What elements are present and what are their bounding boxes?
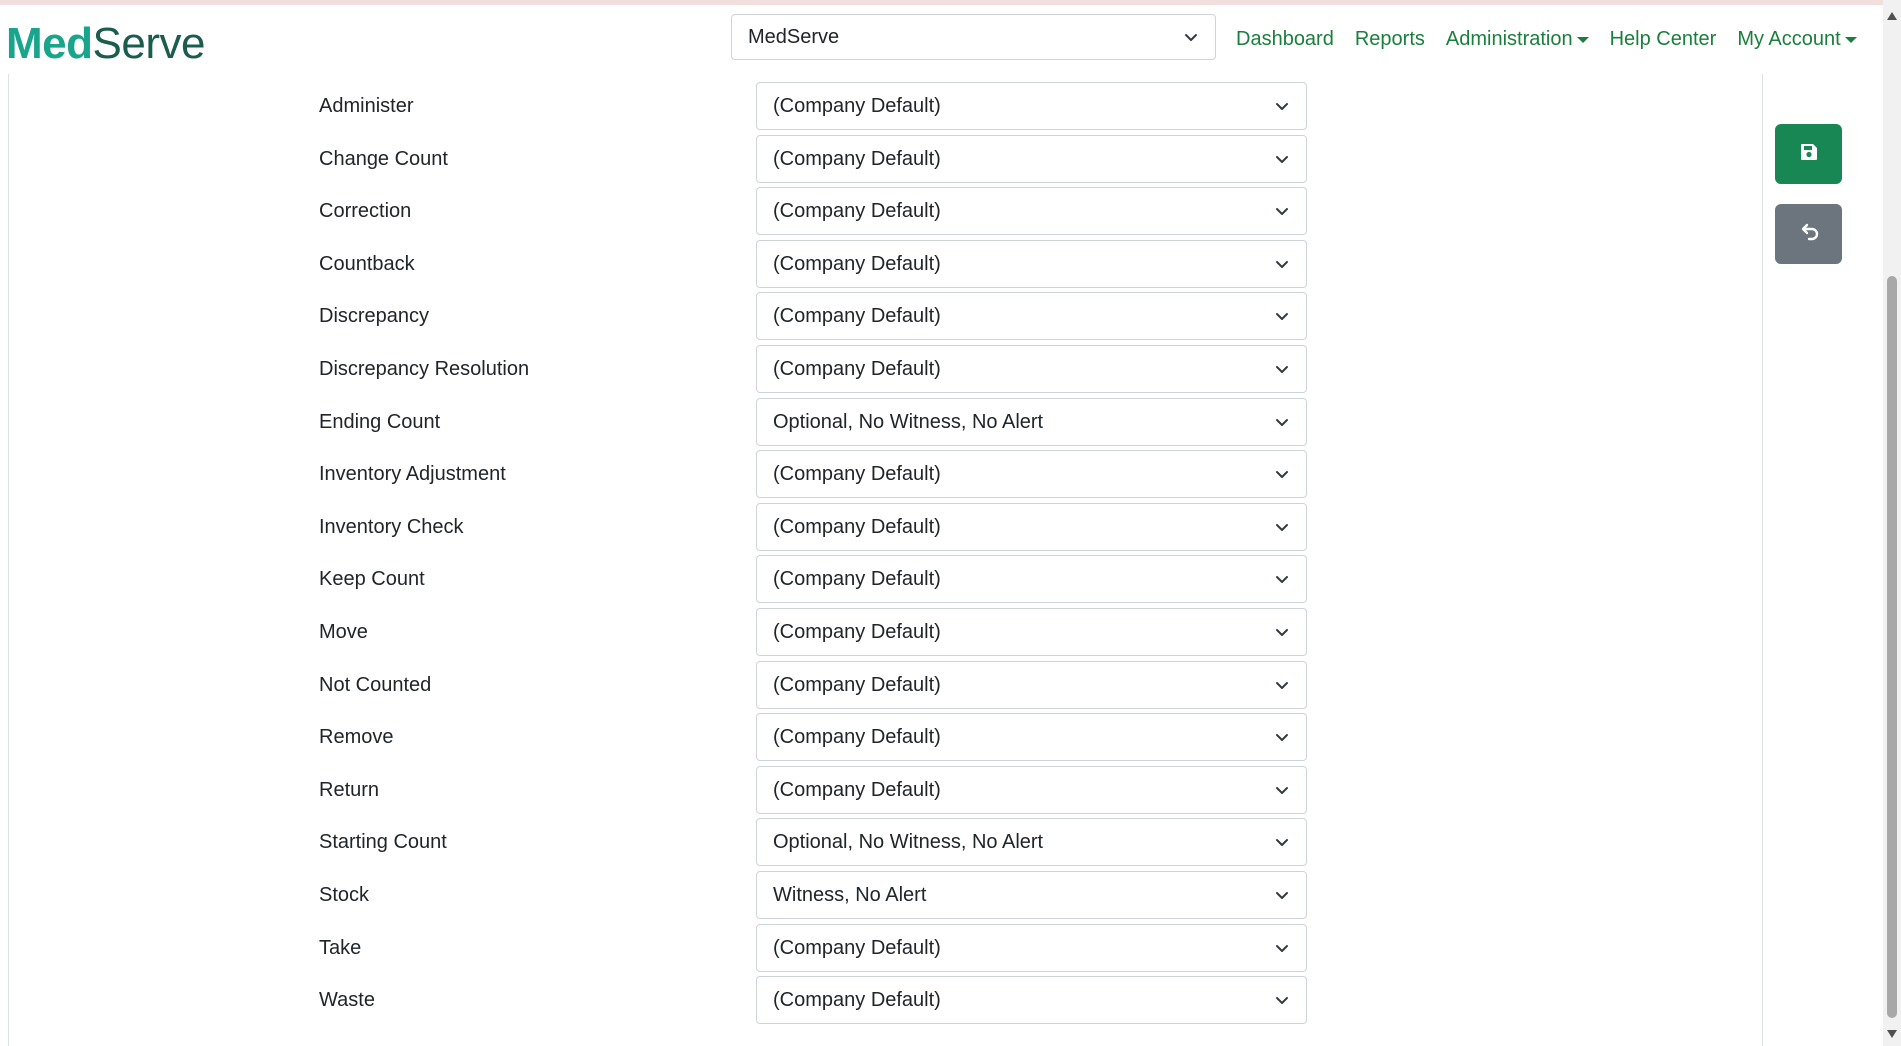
setting-select[interactable]: [756, 871, 1307, 919]
chevron-down-icon: [1274, 504, 1290, 550]
caret-down-icon: [1577, 37, 1589, 43]
setting-row: [9, 187, 1764, 235]
setting-select[interactable]: [756, 503, 1307, 551]
setting-row: [9, 818, 1764, 866]
chevron-down-icon: [1274, 136, 1290, 182]
chevron-down-icon: [1274, 819, 1290, 865]
setting-row: [9, 766, 1764, 814]
setting-select-value: Optional, No Witness, No Alert: [773, 831, 1044, 854]
setting-row: [9, 713, 1764, 761]
chevron-down-icon: [1274, 556, 1290, 602]
setting-select-value: (Company Default): [773, 515, 941, 538]
setting-select-value: Optional, No Witness, No Alert: [773, 410, 1044, 433]
brand-logo-med: Med: [6, 19, 93, 68]
brand-logo-serve: Serve: [92, 19, 205, 68]
setting-label: Inventory Check: [319, 515, 464, 538]
setting-row: [9, 82, 1764, 130]
setting-select[interactable]: [756, 292, 1307, 340]
setting-select[interactable]: [756, 82, 1307, 130]
setting-row: [9, 608, 1764, 656]
settings-card: [8, 74, 1763, 1046]
setting-row: [9, 345, 1764, 393]
setting-select[interactable]: [756, 555, 1307, 603]
setting-label: Keep Count: [319, 568, 425, 591]
nav-administration[interactable]: Administration: [1446, 28, 1589, 51]
setting-select-value: (Company Default): [773, 726, 941, 749]
setting-label: Return: [319, 778, 380, 801]
setting-row: [9, 924, 1764, 972]
setting-label: Discrepancy: [319, 305, 430, 328]
undo-arrow-icon: [1798, 221, 1820, 248]
setting-select-value: (Company Default): [773, 147, 941, 170]
chevron-down-icon: [1274, 767, 1290, 813]
setting-row: [9, 292, 1764, 340]
setting-label: Discrepancy Resolution: [319, 358, 530, 380]
nav-help-center[interactable]: Help Center: [1609, 28, 1717, 50]
setting-row: [9, 240, 1764, 288]
save-button[interactable]: [1775, 124, 1842, 184]
setting-select[interactable]: [756, 345, 1307, 393]
setting-select[interactable]: [756, 135, 1307, 183]
setting-select-value: (Company Default): [773, 252, 941, 275]
setting-label: Ending Count: [319, 410, 441, 433]
chevron-down-icon: [1274, 662, 1290, 708]
floppy-disk-icon: [1799, 142, 1819, 167]
setting-label: Remove: [319, 726, 394, 749]
setting-label: Correction: [319, 200, 412, 223]
scrollbar-thumb[interactable]: [1887, 276, 1897, 1018]
setting-select[interactable]: [756, 450, 1307, 498]
setting-select[interactable]: [756, 924, 1307, 972]
setting-row: [9, 503, 1764, 551]
setting-label: Take: [319, 936, 362, 959]
main-nav: [1236, 5, 1878, 74]
company-select[interactable]: [731, 14, 1216, 60]
setting-label: Starting Count: [319, 831, 447, 854]
chevron-down-icon: [1274, 293, 1290, 339]
setting-select-value: (Company Default): [773, 568, 941, 591]
setting-row: [9, 555, 1764, 603]
setting-select-value: (Company Default): [773, 358, 941, 380]
setting-select-value: Witness, No Alert: [773, 884, 927, 906]
chevron-down-icon: [1274, 925, 1290, 971]
setting-label: Countback: [319, 252, 415, 275]
setting-select[interactable]: [756, 976, 1307, 1024]
chevron-down-icon: [1274, 346, 1290, 392]
setting-select-value: (Company Default): [773, 989, 941, 1012]
setting-select[interactable]: [756, 187, 1307, 235]
nav-reports[interactable]: Reports: [1354, 28, 1425, 50]
setting-row: [9, 661, 1764, 709]
setting-select-value: (Company Default): [773, 463, 941, 486]
setting-select-value: (Company Default): [773, 778, 941, 801]
setting-label: Not Counted: [319, 673, 432, 696]
setting-select[interactable]: [756, 240, 1307, 288]
setting-select-value: (Company Default): [773, 95, 941, 117]
chevron-down-icon: [1274, 241, 1290, 287]
setting-select[interactable]: [756, 398, 1307, 446]
setting-row: [9, 871, 1764, 919]
chevron-down-icon: [1274, 451, 1290, 497]
setting-select-value: (Company Default): [773, 305, 941, 328]
setting-select[interactable]: [756, 766, 1307, 814]
brand-logo[interactable]: [6, 19, 205, 69]
setting-select-value: (Company Default): [773, 200, 941, 223]
setting-label: Waste: [319, 989, 375, 1012]
setting-select[interactable]: [756, 713, 1307, 761]
setting-label: Inventory Adjustment: [319, 463, 506, 486]
nav-my-account[interactable]: My Account: [1737, 28, 1856, 51]
chevron-down-icon: [1274, 714, 1290, 760]
chevron-down-icon: [1274, 83, 1290, 129]
setting-row: [9, 135, 1764, 183]
setting-row: [9, 976, 1764, 1024]
chevron-down-icon: [1274, 609, 1290, 655]
setting-select[interactable]: [756, 608, 1307, 656]
caret-down-icon: [1845, 37, 1857, 43]
setting-select-value: (Company Default): [773, 673, 941, 696]
chevron-down-icon: [1274, 188, 1290, 234]
setting-label: Move: [319, 621, 368, 643]
chevron-down-icon: [1274, 977, 1290, 1023]
setting-select-value: (Company Default): [773, 936, 941, 959]
setting-row: [9, 450, 1764, 498]
setting-select[interactable]: [756, 661, 1307, 709]
navbar: [0, 5, 1883, 74]
setting-label: Stock: [319, 884, 370, 906]
undo-button[interactable]: [1775, 204, 1842, 264]
setting-row: [9, 398, 1764, 446]
chevron-down-icon: [1274, 399, 1290, 445]
setting-select-value: (Company Default): [773, 621, 941, 643]
nav-dashboard[interactable]: Dashboard: [1236, 28, 1334, 50]
setting-label: Change Count: [319, 147, 448, 170]
setting-select[interactable]: [756, 818, 1307, 866]
company-select-value: MedServe: [748, 26, 840, 48]
scroll-down-arrow-icon[interactable]: [1887, 1030, 1897, 1038]
scroll-up-arrow-icon[interactable]: [1887, 12, 1897, 20]
setting-label: Administer: [319, 95, 414, 117]
chevron-down-icon: [1183, 15, 1199, 59]
chevron-down-icon: [1274, 872, 1290, 918]
page-scrollbar[interactable]: [1883, 0, 1901, 1046]
